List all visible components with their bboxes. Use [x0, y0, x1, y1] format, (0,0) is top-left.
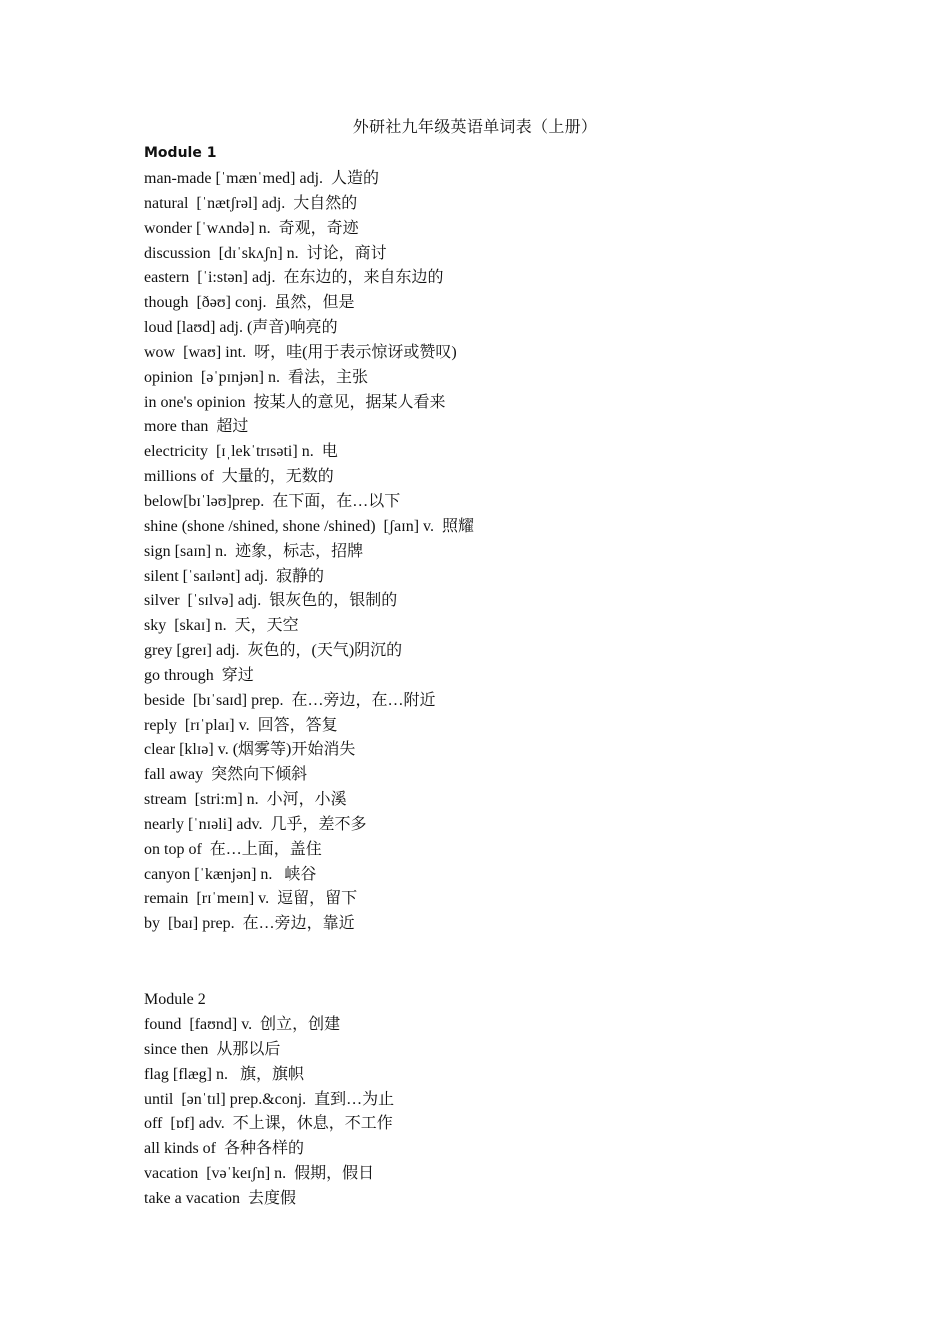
vocab-entry: loud [laʊd] adj. (声音)响亮的 — [144, 319, 338, 337]
vocab-entry: all kinds of 各种各样的 — [144, 1140, 304, 1158]
vocab-entry: on top of 在…上面，盖住 — [144, 840, 322, 858]
vocab-entry: opinion [əˈpɪnjən] n. 看法，主张 — [144, 368, 368, 386]
vocab-entry: off [ɒf] adv. 不上课，休息，不工作 — [144, 1115, 393, 1133]
vocab-entry: reply [rɪˈplaɪ] v. 回答，答复 — [144, 716, 338, 734]
vocab-entry: shine (shone /shined, shone /shined) [ʃaɪn] v. 照耀 — [144, 517, 475, 535]
vocab-entry: wonder [ˈwʌndə] n. 奇观，奇迹 — [144, 219, 359, 237]
vocab-entry: electricity [ɪˌlekˈtrɪsəti] n. 电 — [144, 443, 338, 461]
vocab-entry: since then 从那以后 — [144, 1040, 281, 1058]
vocab-entry: found [faʊnd] v. 创立，创建 — [144, 1016, 341, 1033]
vocab-entry: sign [saɪn] n. 迹象，标志，招牌 — [144, 542, 364, 560]
vocab-entry: clear [klɪə] v. (烟雾等)开始消失 — [144, 741, 356, 759]
vocab-entry: beside [bɪˈsaɪd] prep. 在…旁边，在…附近 — [144, 691, 436, 709]
vocab-entry: more than 超过 — [144, 418, 249, 436]
vocab-entry: by [baɪ] prep. 在…旁边，靠近 — [144, 915, 355, 933]
vocab-entry: below[bɪˈləʊ]prep. 在下面，在…以下 — [144, 492, 401, 510]
vocab-entry: take a vacation 去度假 — [144, 1189, 296, 1207]
document-title: 外研社九年级英语单词表（上册） — [352, 119, 598, 136]
vocab-entry: wow [waʊ] int. 呀，哇(用于表示惊讶或赞叹) — [144, 343, 457, 361]
module-2-word-list — [144, 1013, 394, 1212]
vocab-entry: man-made [ˈmænˈmed] adj. 人造的 — [144, 170, 380, 187]
vocab-entry: stream [stri:m] n. 小河，小溪 — [144, 791, 347, 809]
vocab-entry: millions of 大量的，无数的 — [144, 468, 334, 486]
vocab-entry: silver [ˈsɪlvə] adj. 银灰色的，银制的 — [144, 592, 398, 610]
vocab-entry: in one's opinion 按某人的意见，据某人看来 — [144, 393, 446, 411]
vocab-entry: flag [flæg] n. 旗，旗帜 — [144, 1065, 304, 1083]
module-1-heading: Module 1 — [144, 145, 217, 161]
module-2-heading: Module 2 — [144, 991, 206, 1008]
vocab-entry: eastern [ˈi:stən] adj. 在东边的，来自东边的 — [144, 269, 444, 287]
vocab-entry: silent [ˈsaɪlənt] adj. 寂静的 — [144, 567, 324, 585]
vocab-entry: go through 穿过 — [144, 666, 254, 684]
vocab-entry: sky [skaɪ] n. 天，天空 — [144, 617, 299, 635]
vocab-entry: nearly [ˈnɪəli] adv. 几乎，差不多 — [144, 815, 367, 833]
vocab-entry: fall away 突然向下倾斜 — [144, 766, 308, 784]
vocab-entry: vacation [vəˈkeɪʃn] n. 假期，假日 — [144, 1165, 375, 1183]
vocab-entry: though [ðəʊ] conj. 虽然，但是 — [144, 294, 355, 312]
vocab-entry: discussion [dɪˈskʌʃn] n. 讨论，商讨 — [144, 244, 387, 262]
module-1-word-list — [144, 167, 474, 937]
vocab-entry: until [ənˈtɪl] prep.&conj. 直到…为止 — [144, 1090, 395, 1108]
vocab-entry: grey [greɪ] adj. 灰色的，(天气)阴沉的 — [144, 642, 403, 660]
vocab-entry: remain [rɪˈmeɪn] v. 逗留，留下 — [144, 890, 358, 908]
vocab-entry: natural [ˈnætʃrəl] adj. 大自然的 — [144, 194, 358, 212]
vocab-entry: canyon [ˈkænjən] n. 峡谷 — [144, 865, 317, 883]
